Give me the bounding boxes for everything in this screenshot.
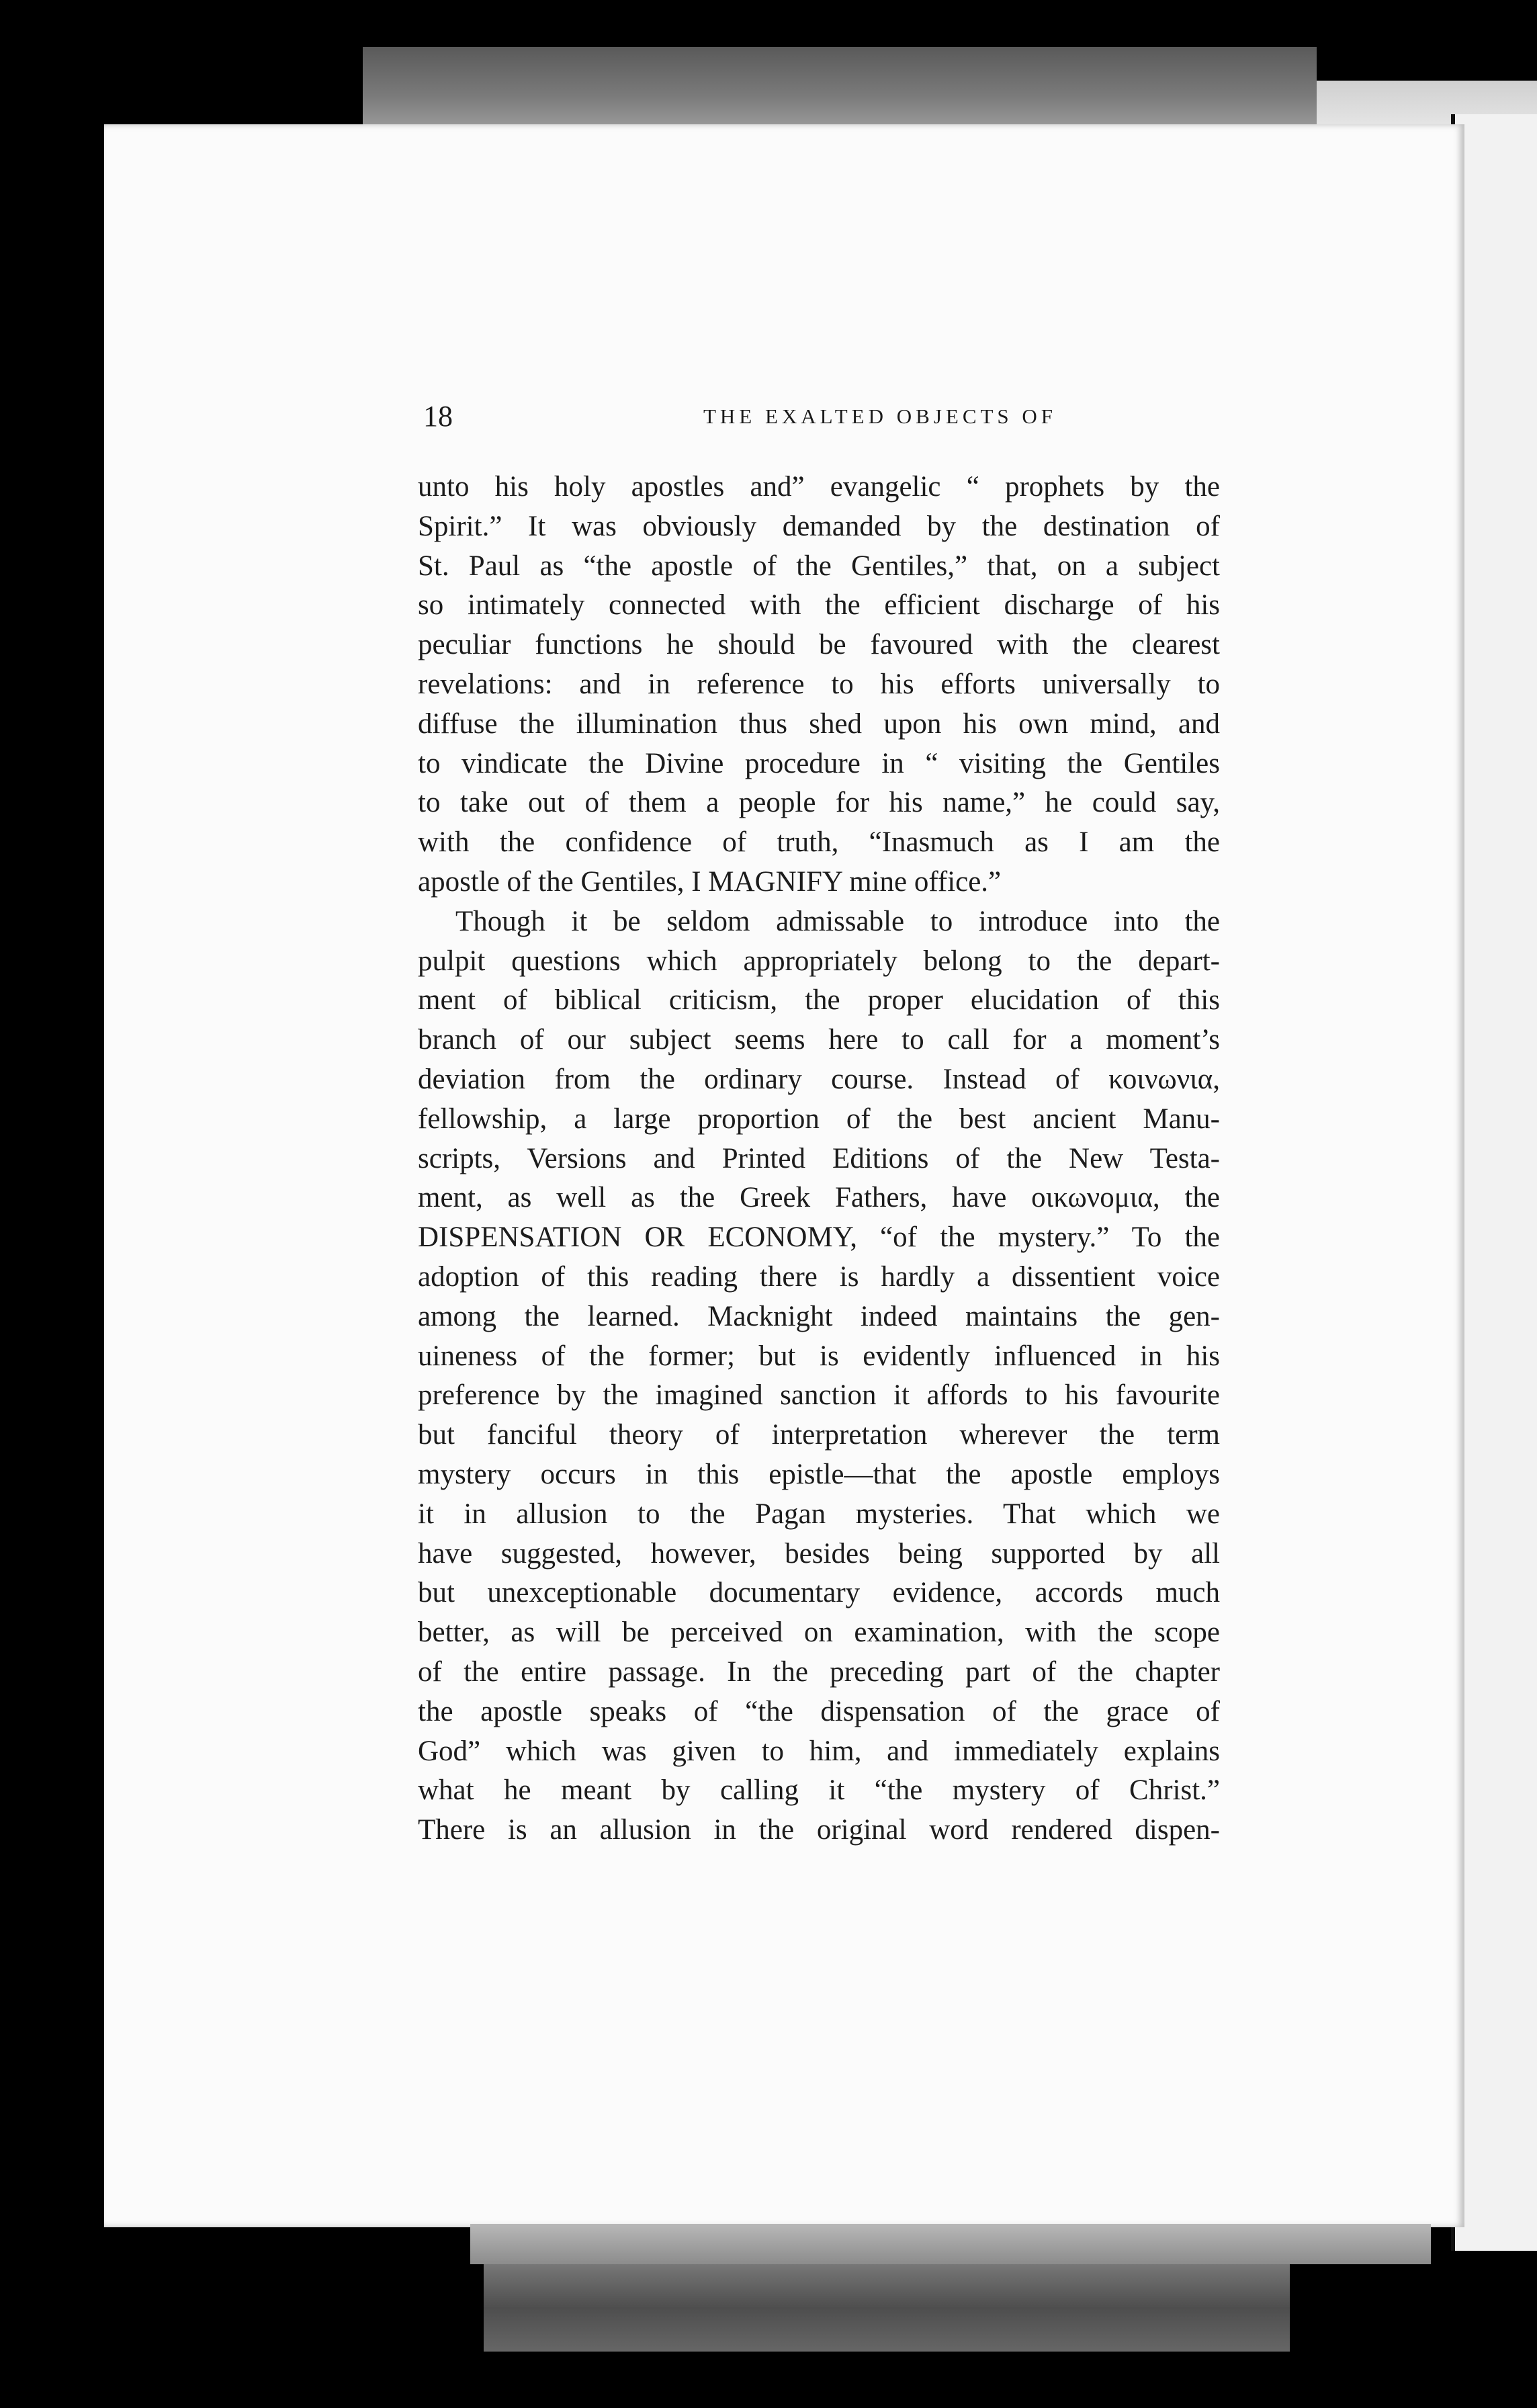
text-line: mystery occurs in this epistle—that the apostle employs bbox=[418, 1458, 1220, 1490]
text-line: ment, as well as the Greek Fathers, have οικωνομια, the bbox=[418, 1182, 1220, 1214]
text-line: but unexceptionable documentary evidence, accords much bbox=[418, 1577, 1220, 1609]
page-number: 18 bbox=[423, 400, 453, 433]
book-edge-top bbox=[363, 47, 1317, 128]
text-line: St. Paul as “the apostle of the Gentiles,” that, on a subject bbox=[418, 550, 1220, 582]
text-line: among the learned. Macknight indeed maintains the gen- bbox=[418, 1300, 1220, 1332]
text-line: it in allusion to the Pagan mysteries. That which we bbox=[418, 1498, 1220, 1530]
text-line: what he meant by calling it “the mystery of Christ.” bbox=[418, 1774, 1220, 1807]
text-line: deviation from the ordinary course. Instead of κοινωνια, bbox=[418, 1063, 1220, 1095]
text-line: apostle of the Gentiles, I MAGNIFY mine office.” bbox=[418, 865, 1002, 898]
book-edge-bottom bbox=[470, 2224, 1431, 2264]
text-line: have suggested, however, besides being supported by all bbox=[418, 1537, 1220, 1570]
text-line: branch of our subject seems here to call for a moment’s bbox=[418, 1024, 1220, 1056]
text-line: to take out of them a people for his name,” he could say, bbox=[418, 787, 1220, 819]
text-line: DISPENSATION OR ECONOMY, “of the mystery.” To the bbox=[418, 1221, 1220, 1254]
text-line: peculiar functions he should be favoured with the clearest bbox=[418, 629, 1220, 661]
text-line: the apostle speaks of “the dispensation of the grace of bbox=[418, 1695, 1220, 1727]
body-text bbox=[418, 468, 1220, 1850]
text-line: There is an allusion in the original word rendered dispen- bbox=[418, 1814, 1220, 1846]
text-line: to vindicate the Divine procedure in “ visiting the Gentiles bbox=[418, 747, 1220, 779]
text-line: better, as will be perceived on examination, with the scope bbox=[418, 1617, 1220, 1649]
text-line: Though it be seldom admissable to introduce into the bbox=[455, 905, 1220, 937]
running-title: THE EXALTED OBJECTS OF bbox=[703, 404, 1057, 428]
text-line: diffuse the illumination thus shed upon his own mind, and bbox=[418, 707, 1220, 740]
text-line: pulpit questions which appropriately belong to the depart- bbox=[418, 945, 1220, 977]
text-line: uineness of the former; but is evidently influenced in his bbox=[418, 1340, 1220, 1372]
text-line: Spirit.” It was obviously demanded by the destination of bbox=[418, 510, 1220, 542]
text-line: ment of biblical criticism, the proper elucidation of this bbox=[418, 984, 1220, 1017]
text-line: unto his holy apostles and” evangelic “ prophets by the bbox=[418, 471, 1220, 503]
text-line: adoption of this reading there is hardly a dissentient voice bbox=[418, 1260, 1220, 1293]
running-head bbox=[423, 396, 1223, 437]
text-line: scripts, Versions and Printed Editions of the New Testa- bbox=[418, 1142, 1220, 1174]
text-line: of the entire passage. In the preceding part of the chapter bbox=[418, 1656, 1220, 1688]
text-line: but fanciful theory of interpretation wherever the term bbox=[418, 1419, 1220, 1451]
text-line: revelations: and in reference to his efforts universally to bbox=[418, 668, 1220, 700]
text-line: so intimately connected with the efficient discharge of his bbox=[418, 589, 1220, 621]
book-edge-bottom-lower bbox=[484, 2264, 1290, 2352]
text-line: God” which was given to him, and immediately explains bbox=[418, 1735, 1220, 1767]
text-line: preference by the imagined sanction it affords to his favourite bbox=[418, 1379, 1220, 1412]
text-line: fellowship, a large proportion of the best ancient Manu- bbox=[418, 1103, 1220, 1135]
text-line: with the confidence of truth, “Inasmuch as I am the bbox=[418, 826, 1220, 859]
